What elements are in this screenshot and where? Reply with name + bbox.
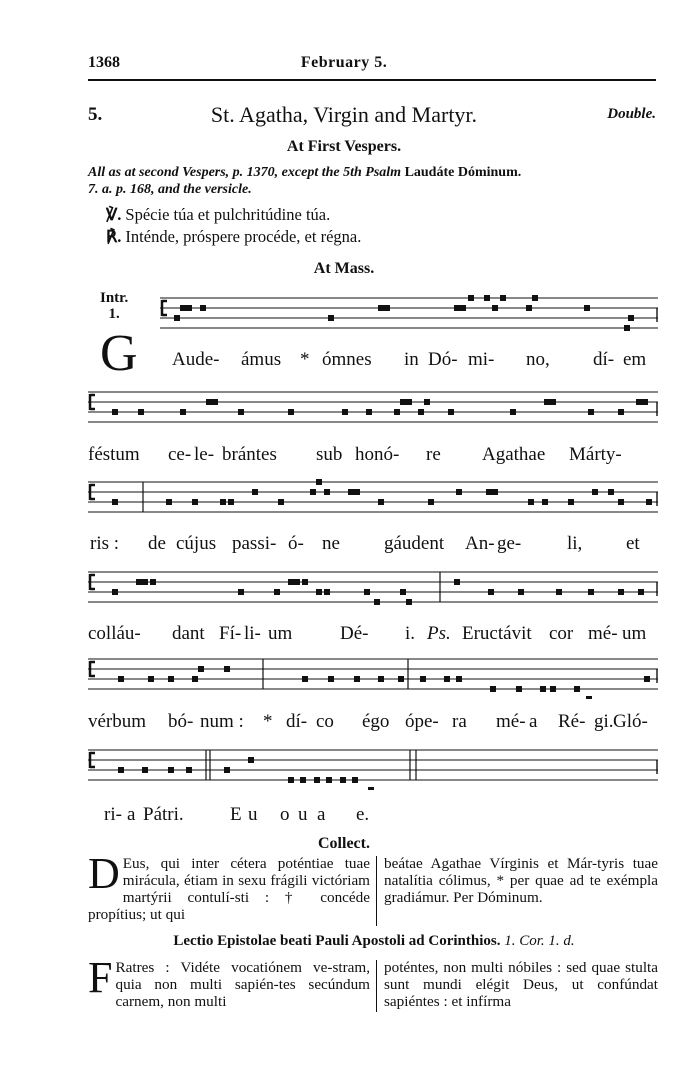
lyric-syllable: ómnes (322, 349, 372, 370)
lyric-syllable: Pátri. (143, 804, 184, 825)
introit-label-text: Intr. (100, 290, 129, 306)
vespers-rubric-psalm: Laudáte Dóminum. (404, 165, 522, 180)
chant-staff-3 (88, 478, 658, 522)
feast-number: 5. (88, 104, 103, 125)
lyric-line-5 (0, 711, 688, 737)
lyric-syllable: i. (405, 623, 416, 644)
lyric-syllable: bó- (168, 711, 194, 732)
lyric-syllable: mé- (496, 711, 526, 732)
lyric-syllable: o (280, 804, 290, 825)
lyric-line-3 (0, 533, 688, 559)
lyric-syllable: ris : (90, 533, 120, 554)
lyric-syllable: ó- (288, 533, 304, 554)
lyric-syllable: de (148, 533, 166, 554)
lyric-syllable: cújus (176, 533, 217, 554)
response-symbol: ℟. (106, 227, 122, 246)
lyric-syllable: Ré- (558, 711, 586, 732)
lyric-syllable: ce- (168, 444, 192, 465)
lyric-syllable: passi- (232, 533, 277, 554)
lyric-syllable: mi- (468, 349, 495, 370)
first-vespers-heading: At First Vespers. (286, 138, 402, 155)
vespers-rubric (88, 164, 658, 198)
lyric-syllable: brántes (222, 444, 277, 465)
collect-dropcap: D (88, 849, 120, 898)
lyric-syllable: ra (452, 711, 467, 732)
collect-left-column (88, 849, 370, 923)
lyric-syllable: dí- (593, 349, 615, 370)
lyric-syllable: An- (465, 533, 495, 554)
chant-staff-2 (88, 388, 658, 432)
mass-heading: At Mass. (313, 260, 375, 277)
lectio-heading-text: Lectio Epistolae beati Pauli Apostoli ad Corinthios. (173, 933, 501, 949)
lyric-syllable: ri- (104, 804, 122, 825)
introit-mode: 1. (108, 306, 120, 322)
lyric-syllable: colláu- (88, 623, 141, 644)
lectio-column-divider (376, 960, 377, 1012)
lyric-syllable: Fí- (219, 623, 242, 644)
lyric-syllable: * (300, 349, 310, 370)
lyric-syllable: re (426, 444, 441, 465)
lyric-line-4 (0, 623, 688, 649)
versicle-symbol: ℣. (106, 205, 122, 224)
lyric-syllable: um (622, 623, 647, 644)
versicle-text: Spécie túa et pulchritúdine túa. (125, 205, 331, 224)
lyric-syllable: * (263, 711, 273, 732)
lectio-left-column (88, 953, 370, 1010)
lyric-syllable: féstum (88, 444, 140, 465)
lyric-syllable: gi. (594, 711, 614, 732)
lyric-syllable: li, (567, 533, 583, 554)
lyric-syllable: Agathae (482, 444, 546, 465)
collect-column-divider (376, 856, 377, 926)
lyric-syllable: sub (316, 444, 343, 465)
lyric-syllable: Gló- (613, 711, 648, 732)
lyric-syllable: Dó- (428, 349, 458, 370)
lectio-heading (88, 933, 660, 950)
response-text: Inténde, próspere procéde, et régna. (125, 227, 362, 246)
lyric-syllable: Eructávit (462, 623, 532, 644)
lyric-syllable: um (268, 623, 293, 644)
versicle-line (106, 205, 330, 225)
introit-dropcap: G (100, 325, 138, 382)
lyric-syllable: honó- (355, 444, 400, 465)
lyric-syllable: ámus (241, 349, 282, 370)
lyric-syllable: cor (549, 623, 574, 644)
feast-title: St. Agatha, Virgin and Martyr. (210, 102, 478, 127)
lyric-syllable: in (404, 349, 419, 370)
lectio-citation: 1. Cor. 1. d. (504, 933, 575, 949)
chant-staff-6 (88, 746, 658, 790)
lyric-syllable: u (298, 804, 308, 825)
lyric-line-2 (0, 444, 688, 470)
lyric-syllable: gáudent (384, 533, 445, 554)
lyric-syllable: vérbum (88, 711, 147, 732)
lyric-syllable: a (529, 711, 538, 732)
lectio-left-text: Ratres : Vidéte vocatiónem ve-stram, quia non multi sapién-tes secúndum carnem, non multi (115, 959, 370, 1010)
lectio-dropcap: F (88, 953, 113, 1002)
page-number: 1368 (88, 54, 120, 71)
collect-left-text: Eus, qui inter cétera poténtiae tuae mirácula, étiam in sexu frágili victóriam martýrii contulí-sti : † concéde propítius; ut qui (88, 855, 370, 923)
lyric-syllable: Márty- (569, 444, 622, 465)
feast-rank: Double. (607, 106, 656, 122)
lyric-syllable: le- (194, 444, 215, 465)
lyric-syllable: a (317, 804, 326, 825)
vespers-rubric-b: 7. a. p. 168, and the versicle. (88, 182, 252, 197)
lyric-syllable: égo (362, 711, 390, 732)
header-rule (88, 79, 656, 81)
lyric-syllable: e. (356, 804, 370, 825)
chant-staff-5 (88, 655, 658, 699)
lyric-syllable: E (230, 804, 242, 825)
lyric-syllable: ópe- (405, 711, 439, 732)
vespers-rubric-a: All as at second Vespers, p. 1370, except the 5th Psalm (88, 165, 402, 180)
lyric-line-1 (0, 349, 688, 375)
lyric-syllable: ge- (497, 533, 522, 554)
lyric-syllable: li- (244, 623, 261, 644)
collect-heading: Collect. (318, 835, 370, 852)
collect-right-column: beátae Agathae Vírginis et Már-tyris tuae natalítia cólimus, * per quae ad te exémpla gradiámur. Per Dóminum. (384, 855, 658, 906)
lyric-syllable: Dé- (340, 623, 369, 644)
lyric-syllable: mé- (588, 623, 618, 644)
page-date-header: February 5. (300, 54, 388, 71)
lyric-syllable: a (127, 804, 136, 825)
chant-staff-1 (88, 294, 658, 338)
lyric-syllable: Aude- (172, 349, 220, 370)
chant-staff-4 (88, 568, 658, 612)
lyric-syllable: num : (200, 711, 244, 732)
lyric-syllable: u (248, 804, 258, 825)
lectio-right-column: poténtes, non multi nóbiles : sed quae stulta sunt mundi elégit Deus, ut confúndat sapiéntes : et infírma (384, 959, 658, 1010)
lyric-syllable: dí- (286, 711, 308, 732)
lyric-syllable: co (316, 711, 334, 732)
lyric-syllable: et (626, 533, 640, 554)
lyric-syllable: em (623, 349, 647, 370)
lyric-syllable: Ps. (427, 623, 451, 644)
response-line (106, 227, 361, 247)
lyric-syllable: dant (172, 623, 205, 644)
lyric-line-6 (0, 804, 688, 830)
lyric-syllable: no, (526, 349, 550, 370)
lyric-syllable: ne (322, 533, 340, 554)
